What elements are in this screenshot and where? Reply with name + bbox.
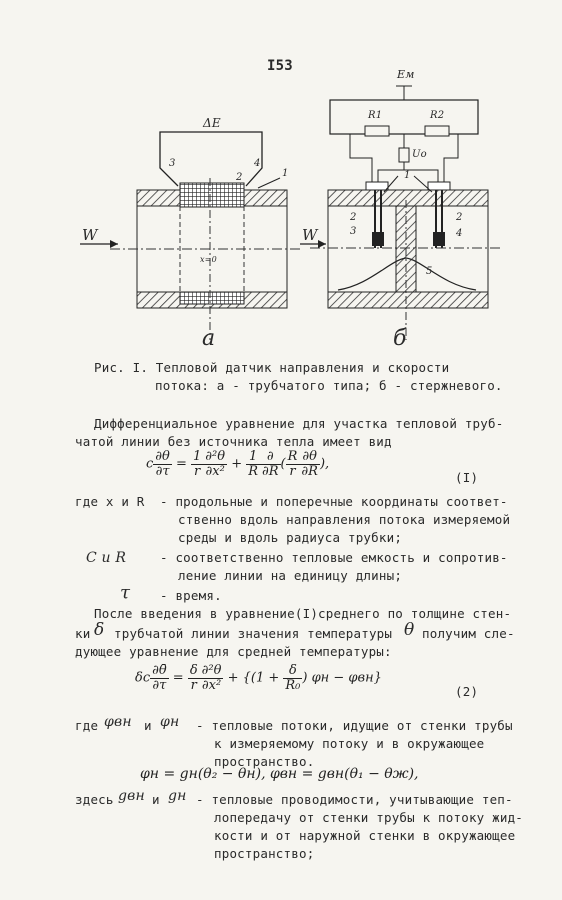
label-a-x0: x=0 [200, 255, 217, 264]
label-b-2a: 2 [350, 212, 357, 223]
defs3-line-1-right: - тепловые проводимости, учитывающие теп- [196, 792, 513, 807]
label-a-3: 3 [169, 158, 176, 169]
equation-1: c $\frac{\partial\theta}{\partial\tau}$ = $\frac{1}{r}$ $\frac{\text{∂²θ}}{\text{∂x²}}$ + $\frac{1}{R}$ ∂ ∂R ( $\frac{R}{r}$ $\frac{\partial\theta}{\partial R}$ ), [146, 449, 330, 479]
diagram-a [80, 132, 300, 340]
label-b-1: 1 [404, 170, 411, 181]
figure-sensor-diagram [0, 0, 562, 360]
defs3-line-2: лопередачу от стенки трубы к потоку жид- [214, 810, 524, 825]
label-a-w: W [82, 226, 98, 244]
diagram-b [300, 86, 500, 340]
figure-caption-line-2: потока: а - трубчатого типа; б - стержневого. [155, 378, 503, 393]
defs2-line-2: к измеряемому потоку и в окружающее [214, 736, 485, 751]
equation-2-number: (2) [455, 684, 479, 699]
figure-label-a: а [202, 326, 216, 351]
label-b-r1: R1 [368, 110, 383, 121]
defs2-phi-n: φн [160, 714, 180, 730]
paragraph-1-line-1: Дифференциальное уравнение для участка тепловой труб- [94, 416, 504, 431]
defs1-line-4-left: C и R [86, 550, 127, 566]
defs2-line-1-right: - тепловые потоки, идущие от стенки трубы [196, 718, 513, 733]
paragraph-2-line-3: дующее уравнение для средней температуры: [75, 644, 392, 659]
defs1-line-3: среды и вдоль радиуса трубки; [178, 530, 403, 545]
defs1-line-6-left: τ [120, 582, 131, 603]
paragraph-2-line-2b: трубчатой линии значения температуры [114, 626, 393, 641]
label-a-1: 1 [282, 168, 289, 179]
figure-label-b: б [393, 326, 407, 351]
defs2-line-1-left: где [75, 718, 99, 733]
equation-1-number: (I) [455, 470, 479, 485]
label-b-5: 5 [426, 266, 433, 277]
paragraph-2-line-2-theta: θ [404, 620, 415, 640]
figure-caption-line-1: Рис. I. Тепловой датчик направления и скорости [94, 360, 450, 375]
label-b-r2: R2 [430, 110, 445, 121]
defs3-g-n: gн [168, 788, 187, 804]
label-b-uo: Uo [412, 149, 427, 160]
defs3-line-3: кости и от наружной стенки в окружающее [214, 828, 516, 843]
label-b-2b: 2 [456, 212, 463, 223]
defs1-line-2: ственно вдоль направления потока измеряемой [178, 512, 511, 527]
defs2-and: и [144, 718, 152, 733]
defs1-line-1-left: где x и R [75, 494, 145, 509]
label-delta-e: ΔE [203, 116, 221, 130]
defs1-line-1-right: - продольные и поперечные координаты соответ- [160, 494, 508, 509]
equation-3: φн = gн(θ₂ − θн), φвн = gвн(θ₁ − θж), [140, 766, 419, 782]
label-b-3: 3 [350, 226, 357, 237]
defs3-and: и [152, 792, 160, 807]
equation-2: δc $\frac{\partial\thetā}{\partial\tau}$ = $\frac{\delta}{r}$ $\frac{\text{∂²θ}}{\text{∂x²}}$ + {(1 + $\frac{\delta}{\text{R₀}}$ ) φн − φвн} [135, 663, 382, 693]
label-b-w: W [302, 226, 318, 244]
defs1-line-5: ление линии на единицу длины; [178, 568, 403, 583]
label-b-em: Eм [397, 68, 415, 81]
defs1-line-6-right: - время. [160, 588, 222, 603]
paragraph-2-line-2c: получим сле- [422, 626, 515, 641]
defs3-g-bn: gвн [118, 788, 145, 804]
defs1-line-4-right: - соответственно тепловые емкость и сопротив- [160, 550, 508, 565]
paragraph-1-line-2: чатой линии без источника тепла имеет вид [75, 434, 392, 449]
paragraph-2-line-1: После введения в уравнение(I)среднего по толщине стен- [94, 606, 512, 621]
label-a-2: 2 [236, 172, 243, 183]
defs3-line-1-left: здесь [75, 792, 114, 807]
paragraph-2-line-2a: ки [75, 626, 91, 641]
page-number: I53 [267, 58, 293, 74]
label-a-4: 4 [254, 158, 261, 169]
defs2-phi-bn: φвн [104, 714, 132, 730]
label-b-4: 4 [456, 228, 463, 239]
defs2-line-3: пространство. [214, 754, 315, 769]
defs3-line-4: пространство; [214, 846, 315, 861]
paragraph-2-line-2-delta: δ [94, 620, 105, 640]
